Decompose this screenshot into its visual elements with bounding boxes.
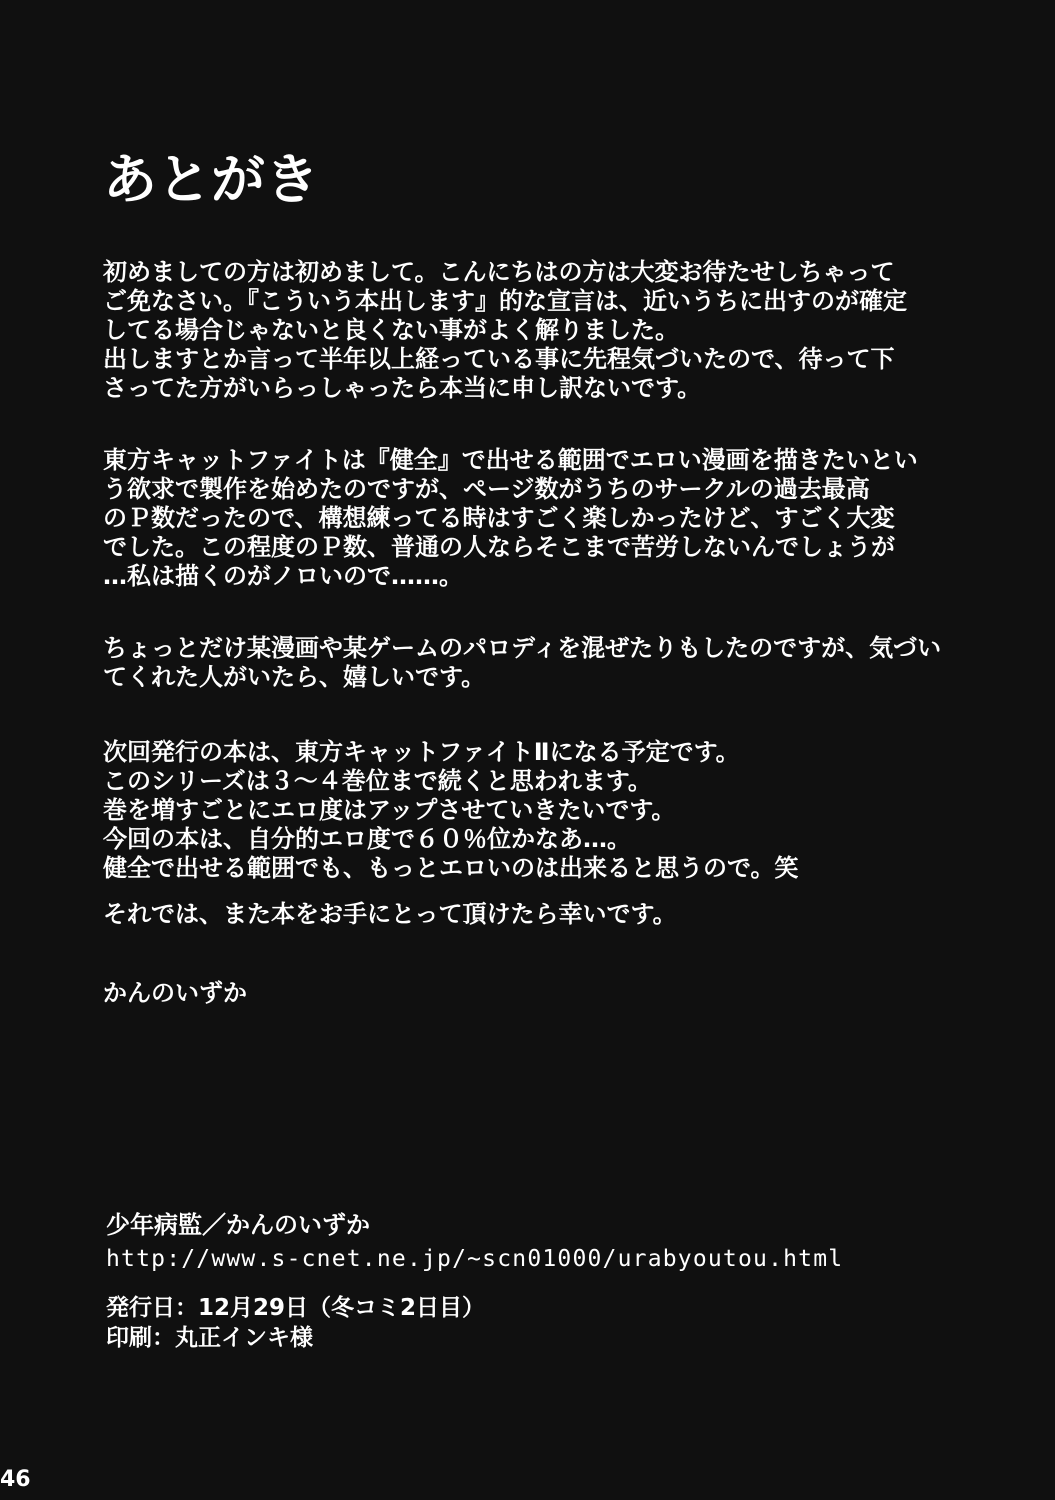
colophon-publication [106, 1293, 485, 1353]
author-signature [103, 979, 247, 1008]
signature-text: かんのいずか [103, 979, 247, 1007]
circle-name: 少年病監／かんのいずか [106, 1211, 370, 1239]
text-line: 次回発行の本は、東方キャットファイトⅡになる予定です。 [103, 738, 740, 766]
paragraph-parody [103, 634, 941, 692]
text-line: でした。この程度のＰ数、普通の人ならそこまで苦労しないんでしょうが [103, 533, 895, 561]
text-line: のＰ数だったので、構想練ってる時はすごく楽しかったけど、すごく大変 [103, 504, 895, 532]
paragraph-about-book [103, 446, 918, 591]
text-line: さってた方がいらっしゃったら本当に申し訳ないです。 [103, 374, 702, 402]
page-title: あとがき [103, 148, 319, 211]
text-line: してる場合じゃないと良くない事がよく解りました。 [103, 316, 679, 344]
text-line: …私は描くのがノロいので……。 [103, 562, 463, 590]
text-line: それでは、また本をお手にとって頂けたら幸いです。 [103, 900, 677, 928]
page-number: 46 [0, 1467, 31, 1492]
text-line: 巻を増すごとにエロ度はアップさせていきたいです。 [103, 796, 676, 824]
text-line: 今回の本は、自分的エロ度で６０％位かなあ…。 [103, 825, 631, 853]
printer-credit: 印刷：丸正インキ様 [106, 1325, 313, 1351]
text-line: ちょっとだけ某漫画や某ゲームのパロディを混ぜたりもしたのですが、気づい [103, 634, 942, 662]
colophon-circle [106, 1208, 843, 1276]
text-line: ご免なさい。『こういう本出します』的な宣言は、近いうちに出すのが確定 [103, 287, 907, 315]
paragraph-closing [103, 900, 677, 929]
paragraph-greeting [103, 258, 907, 403]
circle-url-link[interactable]: http://www.s-cnet.ne.jp/~scn01000/urabyoutou.html [106, 1246, 844, 1272]
text-line: 初めましての方は初めまして。こんにちはの方は大変お待たせしちゃって [103, 258, 895, 286]
text-line: 東方キャットファイトは『健全』で出せる範囲でエロい漫画を描きたいとい [103, 446, 918, 474]
text-line: 出しますとか言って半年以上経っている事に先程気づいたので、待って下 [103, 345, 895, 373]
text-line: このシリーズは３～４巻位まで続くと思われます。 [103, 767, 652, 795]
text-line: 健全で出せる範囲でも、もっとエロいのは出来ると思うので。笑 [103, 854, 799, 882]
issue-date: 発行日：12月29日（冬コミ2日目） [106, 1295, 486, 1321]
text-line: てくれた人がいたら、嬉しいです。 [103, 663, 486, 691]
text-line: う欲求で製作を始めたのですが、ページ数がうちのサークルの過去最高 [103, 475, 870, 503]
paragraph-next-issue [103, 738, 799, 883]
